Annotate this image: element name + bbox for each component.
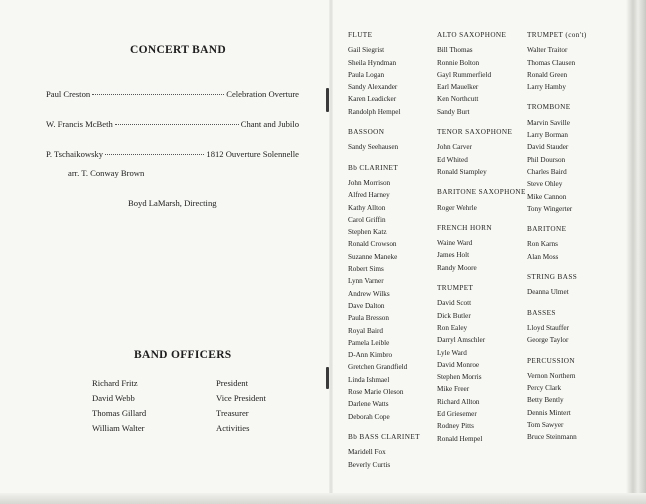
member-name: George Taylor: [527, 336, 569, 345]
officer-row: [92, 393, 266, 408]
member-name: Darryl Amschler: [437, 336, 486, 345]
member-name: Pamela Leible: [348, 338, 390, 347]
section-heading: BARITONE: [527, 225, 567, 234]
member-name: Linda Ishmael: [348, 375, 390, 384]
instrument-section: [437, 29, 523, 118]
member-name: Ronald Crowson: [348, 240, 397, 249]
instrument-section: [437, 126, 523, 178]
program-item: [46, 119, 299, 129]
member-name: Gretchen Grandfield: [348, 363, 408, 372]
member-name: John Carver: [437, 143, 472, 152]
member-name: Ronnie Bolton: [437, 58, 480, 67]
instrument-section: [527, 307, 619, 347]
section-heading: STRING BASS: [527, 273, 578, 282]
officer-row: [92, 408, 266, 423]
member-name: Walter Traitor: [527, 46, 568, 55]
member-name: David Monroe: [437, 360, 480, 369]
member-name: Percy Clark: [527, 384, 562, 393]
section-heading: TENOR SAXOPHONE: [437, 128, 513, 137]
member-name: Karen Leadicker: [348, 95, 397, 104]
composer: Paul Creston: [46, 89, 91, 99]
program-item: [46, 149, 299, 159]
section-heading: Bb BASS CLARINET: [348, 432, 420, 441]
instrument-section: [348, 431, 430, 471]
member-name: Rodney Pitts: [437, 422, 474, 431]
member-name: Gail Siegrist: [348, 46, 385, 55]
member-name: James Holt: [437, 251, 470, 260]
piece-title: Chant and Jubilo: [240, 119, 299, 129]
member-name: John Morrison: [348, 178, 391, 187]
instrument-section: [527, 355, 619, 444]
officer-role: Activities: [216, 423, 250, 433]
member-name: Ronald Hempel: [437, 434, 483, 443]
section-heading: BARITONE SAXOPHONE: [437, 188, 526, 197]
roster-column-2: [437, 29, 526, 453]
member-name: Thomas Clausen: [527, 58, 576, 67]
member-name: D-Ann Kimbro: [348, 351, 393, 360]
program-item: [46, 89, 299, 99]
instrument-section: [527, 271, 619, 299]
member-name: Dennis Mintert: [527, 408, 571, 417]
member-name: Maridell Fox: [348, 448, 386, 457]
arranger: arr. T. Conway Brown: [68, 168, 145, 178]
member-name: Carol Griffin: [348, 215, 386, 224]
member-name: Roger Wehrle: [437, 203, 477, 212]
leader-dots: [92, 94, 224, 95]
member-name: Ed Griesemer: [437, 410, 477, 419]
member-name: Steve Ohley: [527, 180, 563, 189]
director: Boyd LaMarsh, Directing: [128, 198, 217, 208]
member-name: Randolph Hempel: [348, 107, 401, 116]
section-heading: ALTO SAXOPHONE: [437, 31, 507, 39]
member-name: Dick Butler: [437, 311, 471, 320]
leader-dots: [105, 154, 204, 155]
member-name: Waine Ward: [437, 239, 473, 248]
section-heading: FLUTE: [348, 31, 373, 39]
member-name: Sandy Seehausen: [348, 143, 399, 152]
member-name: Andrew Wilks: [348, 289, 390, 298]
member-name: Ken Northcutt: [437, 95, 479, 104]
member-name: Randy Moore: [437, 263, 477, 272]
instrument-section: [437, 186, 526, 214]
page-edge-right: [626, 0, 646, 504]
member-name: Stephen Katz: [348, 228, 387, 237]
member-name: Phil Dourson: [527, 155, 566, 164]
officer-name: William Walter: [92, 423, 145, 433]
instrument-section: [348, 29, 430, 118]
piece-title: Celebration Overture: [226, 89, 299, 99]
member-name: Ed Whited: [437, 155, 468, 164]
officers-list: [92, 378, 266, 438]
staple-bottom: [326, 367, 329, 389]
member-name: Charles Baird: [527, 167, 567, 176]
section-heading: TRUMPET: [437, 284, 474, 293]
member-name: Betty Bently: [527, 396, 564, 405]
member-name: Alfred Harney: [348, 191, 390, 200]
member-name: Darlene Watts: [348, 400, 389, 409]
piece-title: 1812 Ouverture Solennelle: [206, 149, 299, 159]
leader-dots: [115, 124, 239, 125]
section-heading: BASSOON: [348, 128, 385, 137]
roster-column-3: [527, 29, 619, 452]
member-name: Rose Marie Oleson: [348, 388, 404, 397]
section-heading: PERCUSSION: [527, 356, 575, 365]
section-heading: TRUMPET (con't): [527, 31, 587, 39]
member-name: Paula Logan: [348, 70, 385, 79]
member-name: David Scott: [437, 299, 472, 308]
officer-name: Thomas Gillard: [92, 408, 147, 418]
member-name: Sandy Alexander: [348, 83, 398, 92]
member-name: Larry Hamby: [527, 83, 566, 92]
section-heading: TROMBONE: [527, 103, 571, 112]
page-edge-bottom: [0, 493, 646, 504]
member-name: Sheila Hyndman: [348, 58, 397, 67]
composer: W. Francis McBeth: [46, 119, 113, 129]
member-name: Mike Freer: [437, 385, 470, 394]
instrument-section: [348, 126, 430, 154]
member-name: Earl Mauelker: [437, 83, 479, 92]
instrument-section: [437, 222, 523, 274]
member-name: Lynn Varner: [348, 277, 384, 286]
officer-role: Vice President: [216, 393, 266, 403]
instrument-section: [348, 162, 430, 423]
member-name: Robert Sims: [348, 265, 384, 274]
instrument-section: [527, 101, 619, 215]
member-name: Beverly Curtis: [348, 460, 391, 469]
officer-row: [92, 378, 266, 393]
member-name: Ron Ealey: [437, 323, 468, 332]
member-name: Larry Borman: [527, 131, 568, 140]
roster-column-1: [348, 29, 430, 479]
member-name: Alan Moss: [527, 252, 559, 261]
staple-top: [326, 88, 329, 112]
member-name: Vernon Northern: [527, 371, 576, 380]
member-name: Dave Dalton: [348, 301, 385, 310]
member-name: Tony Wingerter: [527, 204, 573, 213]
member-name: Tom Sawyer: [527, 421, 564, 430]
concert-band-title: CONCERT BAND: [130, 44, 226, 56]
member-name: Kathy Allton: [348, 203, 386, 212]
member-name: Lloyd Stauffer: [527, 323, 569, 332]
member-name: Bill Thomas: [437, 46, 473, 55]
member-name: Deanna Ulmet: [527, 288, 569, 297]
member-name: Lyle Ward: [437, 348, 467, 357]
member-name: Ronald Green: [527, 70, 568, 79]
officer-row: [92, 423, 266, 438]
member-name: Paula Bresson: [348, 314, 389, 323]
officer-role: President: [216, 378, 248, 388]
member-name: Marvin Saville: [527, 118, 570, 127]
member-name: Ronald Stampley: [437, 167, 487, 176]
instrument-section: [437, 282, 523, 445]
band-officers-title: BAND OFFICERS: [134, 349, 232, 361]
member-name: Deborah Cope: [348, 412, 390, 421]
section-heading: FRENCH HORN: [437, 223, 492, 232]
member-name: Ron Karns: [527, 240, 558, 249]
member-name: Royal Baird: [348, 326, 383, 335]
section-heading: BASSES: [527, 308, 556, 317]
instrument-section: [527, 29, 619, 93]
member-name: Richard Allton: [437, 397, 480, 406]
member-name: Sandy Burt: [437, 107, 470, 116]
instrument-section: [527, 223, 619, 263]
composer: P. Tschaikowsky: [46, 149, 104, 159]
member-name: Gayl Rummerfield: [437, 70, 492, 79]
officer-name: David Webb: [92, 393, 135, 403]
center-fold: [329, 0, 333, 504]
officer-role: Treasurer: [216, 408, 249, 418]
member-name: Mike Cannon: [527, 192, 567, 201]
officer-name: Richard Fritz: [92, 378, 138, 388]
member-name: David Stauder: [527, 143, 569, 152]
section-heading: Bb CLARINET: [348, 163, 399, 172]
member-name: Stephen Morris: [437, 373, 482, 382]
member-name: Suzanne Maneke: [348, 252, 398, 261]
member-name: Bruce Steinmann: [527, 433, 577, 442]
